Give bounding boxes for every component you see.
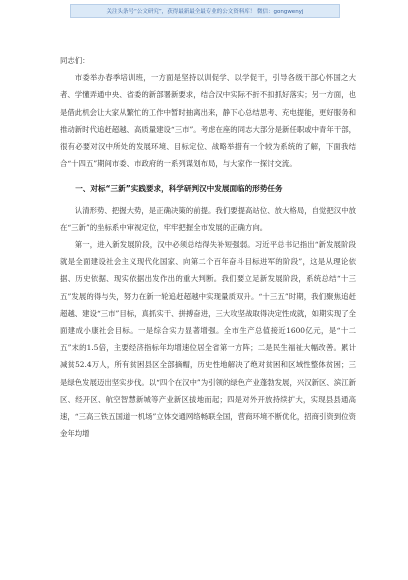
document-body	[60, 52, 356, 442]
paragraph: 认清形势、把握大势，是正确决策的前提。我们要提高站位、放大格局，自觉把汉中放在“三新”的坐标系中审视定位，牢牢把握全市发展的正确方向。	[60, 205, 356, 232]
section-heading: 一、对标“三新”实践要求，科学研判汉中发展面临的形势任务	[75, 184, 283, 194]
paragraph: 第一，进入新发展阶段，汉中必须总结得失补短强弱。习近平总书记指出“新发展阶段就是全面建设社会主义现代化国家、向第二个百年奋斗目标进军的阶段”，这是从理论依据、历史依据、现实依据出发作出的重大判断。我们要立足新发展阶段，系统总结“十三五”发展的得与失，努力在新一轮追赶超越中实现量质双升。“十三五”时期，我们聚焦追赶超越、建设“三市”目标，真抓实干、拼搏奋进，三大攻坚战取得决定性成就，如期实现了全面建成小康社会目标。一是综合实力显著增强。全市生产总值接近1600亿元，是“十二五”末的1.5倍，主要经济指标年均增速位居全省第一方阵；二是民生福祉大幅改善。累计减贫52.4万人，所有贫困县区全部摘帽，历史性地解决了绝对贫困和区域性整体贫困；三是绿色发展迈出坚实步伐。以“四个在汉中”为引领的绿色产业蓬勃发展，兴汉新区、滨江新区、经开区、航空智慧新城等产业新区拔地而起；四是对外开放持续扩大，实现县县通高速，“三高三铁五国道一机场”立体交通网络畅联全国，营商环境不断优化，招商引资到位资金年均增	[60, 240, 356, 439]
banner-text: 关注头条号“公文研究”，获得最新最全最专业的公文资料库！ 微信：gongwenyj	[106, 9, 304, 15]
header-banner	[70, 4, 340, 18]
salutation: 同志们：	[60, 56, 90, 65]
paragraph: 市委举办春季培训班，一方面是坚持以训促学、以学促干，引导各级干部心怀国之大者、学懂弄通中央、省委的新部署新要求，结合汉中实际不折不扣抓好落实；另一方面，也是借此机会让大家从繁忙的工作中暂时抽离出来，静下心总结思考、充电提能，更好服务和推动新时代追赶超越、高质量建设“三市”。考虑在座的同志大部分是新任职或中青年干部，很有必要对汉中所处的发展环境、目标定位、战略举措有一个较为系统的了解，下面我结合“十四五”期间市委、市政府的一系列谋划布局，与大家作一探讨交流。	[60, 73, 356, 169]
